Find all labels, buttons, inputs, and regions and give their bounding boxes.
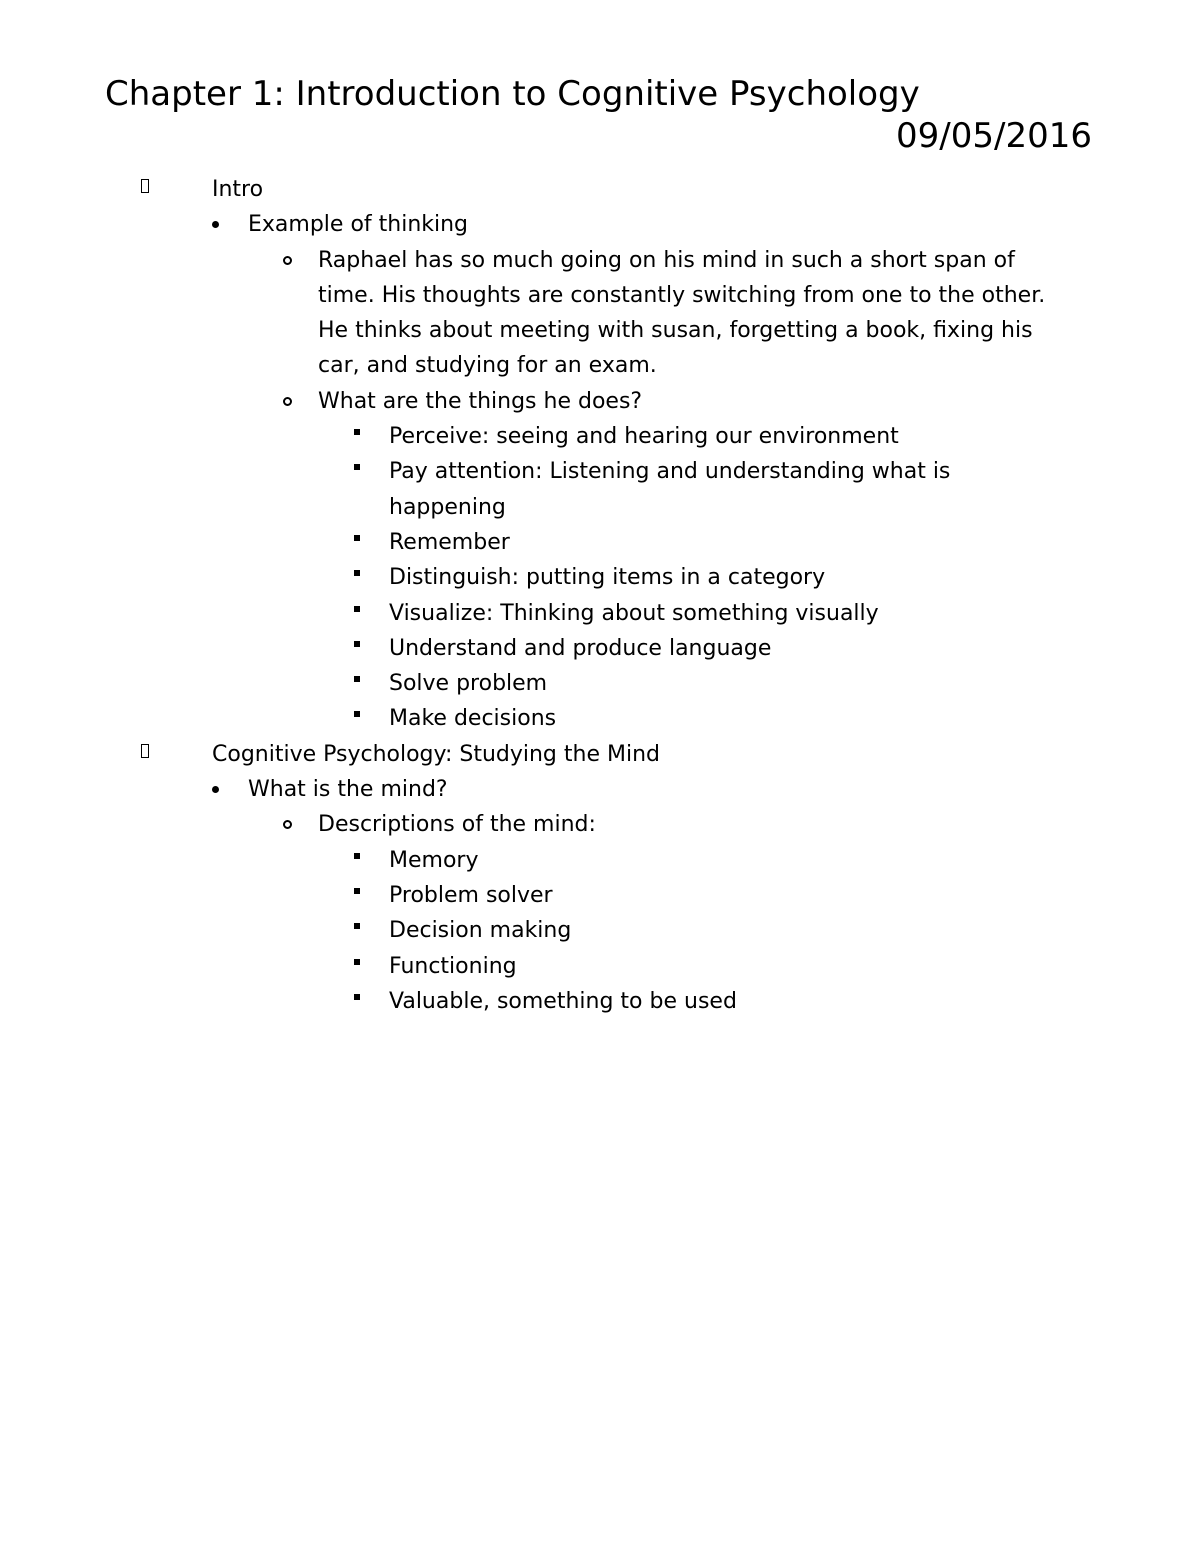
- missing-glyph-bullet-icon: [141, 744, 149, 758]
- square-bullet-icon: [354, 429, 360, 435]
- outline-item: [0, 807, 1200, 842]
- outline-item: [0, 207, 1200, 242]
- square-bullet-icon: [354, 923, 360, 929]
- filled-circle-bullet-icon: [212, 786, 219, 793]
- subheading-example-of-thinking: Example of thinking: [248, 212, 469, 238]
- list-item-text: Perceive: seeing and hearing our environment: [389, 424, 899, 450]
- hollow-circle-bullet-icon: [283, 820, 292, 829]
- list-item-text: Make decisions: [389, 706, 557, 732]
- outline-item: [0, 384, 1200, 419]
- question-what-he-does: What are the things he does?: [318, 388, 643, 414]
- list-item: [0, 949, 1200, 984]
- outline-item: [0, 772, 1200, 807]
- square-bullet-icon: [354, 711, 360, 717]
- list-item: [0, 454, 1200, 525]
- square-bullet-icon: [354, 888, 360, 894]
- list-item: [0, 701, 1200, 736]
- document-date: 09/05/2016: [896, 116, 1092, 156]
- list-item-text: Understand and produce language: [389, 635, 772, 661]
- outline-heading: [0, 172, 1200, 207]
- example-paragraph: Raphael has so much going on his mind in such a short span of time. His thoughts are constantly switching from one to the other. He thinks about meeting with susan, forgetting a book, fixing his car, and studying for an exam.: [318, 247, 1046, 379]
- missing-glyph-bullet-icon: [141, 179, 149, 193]
- list-item-text: Distinguish: putting items in a category: [389, 565, 826, 591]
- list-item-text: Visualize: Thinking about something visually: [389, 600, 879, 626]
- square-bullet-icon: [354, 676, 360, 682]
- list-item: [0, 843, 1200, 878]
- hollow-circle-bullet-icon: [283, 256, 292, 265]
- descriptions-of-mind-label: Descriptions of the mind:: [318, 812, 596, 838]
- square-bullet-icon: [354, 959, 360, 965]
- square-bullet-icon: [354, 606, 360, 612]
- list-item-text: Problem solver: [389, 882, 553, 908]
- list-item: [0, 525, 1200, 560]
- square-bullet-icon: [354, 853, 360, 859]
- list-item: [0, 631, 1200, 666]
- list-item-text: Solve problem: [389, 671, 548, 697]
- list-item-text: Pay attention: Listening and understanding what is happening: [389, 459, 951, 520]
- notes-outline: [0, 172, 1200, 1019]
- list-item-text: Memory: [389, 847, 479, 873]
- square-bullet-icon: [354, 641, 360, 647]
- list-item: [0, 878, 1200, 913]
- list-item: [0, 666, 1200, 701]
- list-item: [0, 419, 1200, 454]
- subheading-what-is-the-mind: What is the mind?: [248, 777, 448, 803]
- list-item: [0, 596, 1200, 631]
- square-bullet-icon: [354, 464, 360, 470]
- list-item-text: Functioning: [389, 953, 517, 979]
- square-bullet-icon: [354, 570, 360, 576]
- outline-item: [0, 243, 1200, 384]
- list-item: [0, 560, 1200, 595]
- list-item-text: Decision making: [389, 918, 572, 944]
- section-heading-intro: Intro: [212, 177, 264, 202]
- hollow-circle-bullet-icon: [283, 397, 292, 406]
- outline-heading: [0, 737, 1200, 772]
- square-bullet-icon: [354, 535, 360, 541]
- list-item: [0, 913, 1200, 948]
- document-title: Chapter 1: Introduction to Cognitive Psychology: [105, 74, 920, 114]
- section-heading-cognitive-psychology: Cognitive Psychology: Studying the Mind: [212, 741, 660, 767]
- list-item-text: Valuable, something to be used: [389, 988, 737, 1014]
- list-item-text: Remember: [389, 529, 510, 555]
- filled-circle-bullet-icon: [212, 221, 219, 228]
- square-bullet-icon: [354, 994, 360, 1000]
- list-item: [0, 984, 1200, 1019]
